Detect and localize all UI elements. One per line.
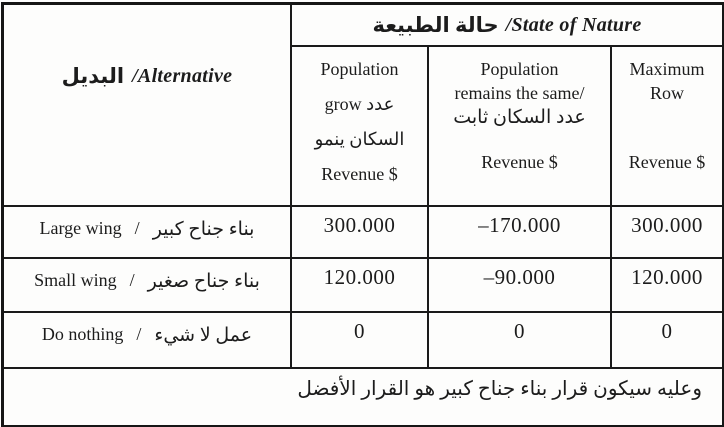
value-small-wing-same: –90.000 [429, 259, 612, 313]
row-label-arabic: بناء جناح كبير [152, 219, 255, 240]
header-line: السكان ينمو [314, 129, 405, 149]
column-header-population-grow [292, 47, 429, 207]
row-label-arabic: بناء جناح صغير [147, 271, 260, 292]
revenue-label: Revenue $ [481, 152, 558, 172]
revenue-label: Revenue $ [628, 152, 706, 172]
value-do-nothing-max: 0 [612, 313, 722, 369]
value-do-nothing-grow: 0 [292, 313, 429, 369]
row-label-arabic: عمل لا شيء [154, 325, 253, 346]
decision-conclusion-note: وعليه سيكون قرار بناء جناح كبير هو القرار الأفضل [297, 378, 702, 400]
header-line: remains the same/ [454, 83, 585, 103]
alternative-header-cell [4, 5, 292, 207]
header-line: Maximum [629, 59, 705, 79]
header-line: Row [649, 83, 684, 103]
value-small-wing-grow: 120.000 [292, 259, 429, 313]
row-label-english: Do nothing [41, 324, 124, 344]
header-line: Population [320, 59, 399, 79]
column-header-population-same [429, 47, 612, 207]
value-large-wing-max: 300.000 [612, 207, 722, 259]
row-label-small-wing [4, 259, 292, 313]
row-label-english: Small wing [34, 270, 117, 290]
state-of-nature-label-english: /State of Nature [505, 13, 642, 36]
value-large-wing-grow: 300.000 [292, 207, 429, 259]
decision-table [1, 2, 724, 427]
alternative-label-english: /Alternative [132, 64, 233, 87]
header-line: عدد السكان ثابت [453, 107, 586, 128]
value-small-wing-max: 120.000 [612, 259, 722, 313]
state-of-nature-label-arabic: حالة الطبيعة [372, 12, 499, 37]
row-label-large-wing [4, 207, 292, 259]
value-do-nothing-same: 0 [429, 313, 612, 369]
header-line: grow عدد [324, 94, 395, 114]
row-label-english: Large wing [39, 218, 122, 238]
value-large-wing-same: –170.000 [429, 207, 612, 259]
label-separator: / [136, 324, 142, 344]
row-label-do-nothing [4, 313, 292, 369]
label-separator: / [129, 270, 135, 290]
state-of-nature-header-cell [292, 5, 722, 47]
header-line: Population [480, 59, 559, 79]
alternative-label-arabic: البديل [61, 63, 125, 88]
label-separator: / [134, 218, 140, 238]
revenue-label: Revenue $ [321, 164, 398, 184]
column-header-maximum-row [612, 47, 722, 207]
